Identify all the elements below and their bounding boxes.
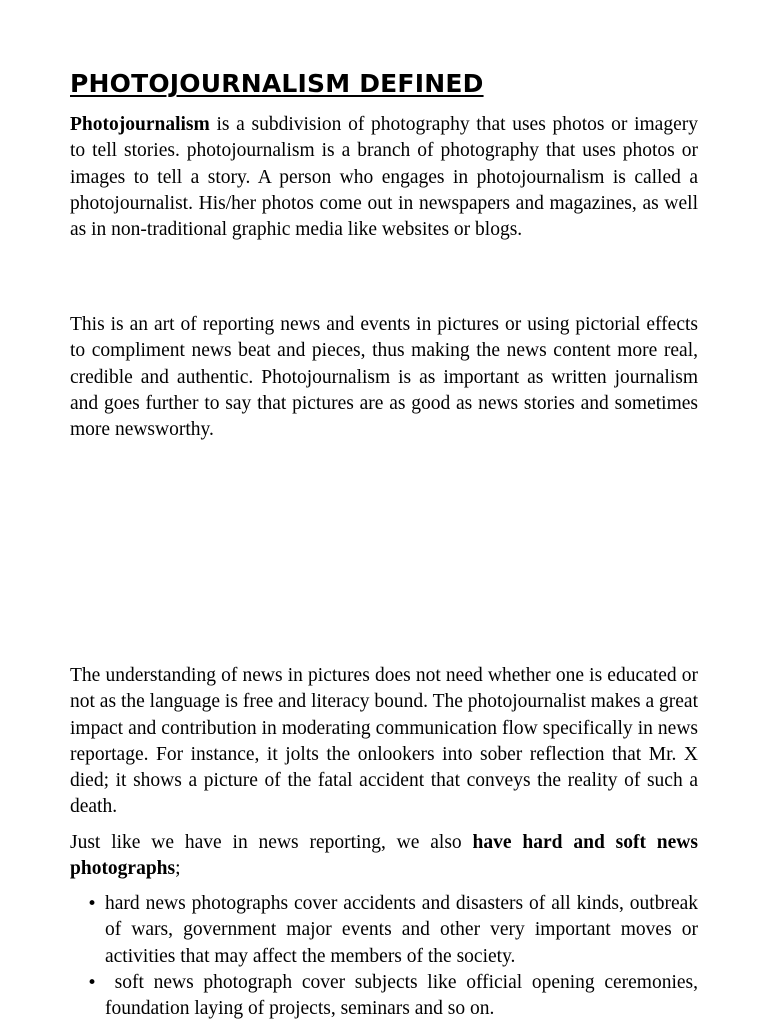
list-item-text: soft news photograph cover subjects like official opening ceremonies, foundation laying of projects, seminars and so on.	[105, 971, 698, 1020]
bullet-icon: •	[87, 894, 98, 914]
list-item-text: hard news photographs cover accidents and disasters of all kinds, outbreak of wars, government major events and other very important moves or activities that may affect the members of the society.	[105, 893, 698, 967]
paragraph-news-types-end: ;	[175, 858, 181, 880]
paragraph-definition-text: is a subdivision of photography that uses photos or imagery to tell stories. photojournalism is a branch of photography that uses photos or images to tell a story. A person who engages in photojournalism is called a photojournalist. His/her photos come out in newspapers and magazines, as well as in non-traditional graphic media like websites or blogs.	[70, 114, 698, 241]
bold-term: Photojournalism	[70, 114, 210, 135]
paragraph-news-types-intro: Just like we have in news reporting, we also	[70, 832, 473, 853]
list-item	[70, 970, 698, 1023]
list-item	[70, 891, 698, 970]
paragraph-understanding: The understanding of news in pictures does not need whether one is educated or not as the language is free and literacy bound. The photojournalist makes a great impact and contribution in moderating communication flow specifically in news reportage. For instance, it jolts the onlookers into sober reflection that Mr. X died; it shows a picture of the fatal accident that conveys the reality of such a death.	[70, 665, 698, 818]
news-types-list	[70, 891, 698, 1022]
document-page	[70, 0, 698, 1024]
page-title: PHOTOJOURNALISM DEFINED	[70, 69, 484, 98]
paragraph-art-of-reporting: This is an art of reporting news and events in pictures or using pictorial effects to compliment news beat and pieces, thus making the news content more real, credible and authentic. Photojournalism is as important as written journalism and goes further to say that pictures are as good as news stories and sometimes more newsworthy.	[70, 314, 698, 441]
bullet-icon: •	[87, 972, 98, 993]
paragraph-definition	[70, 112, 698, 243]
paragraph-news-types	[70, 830, 698, 883]
paragraph-news-types-bold: have hard and soft news photographs	[70, 832, 698, 880]
